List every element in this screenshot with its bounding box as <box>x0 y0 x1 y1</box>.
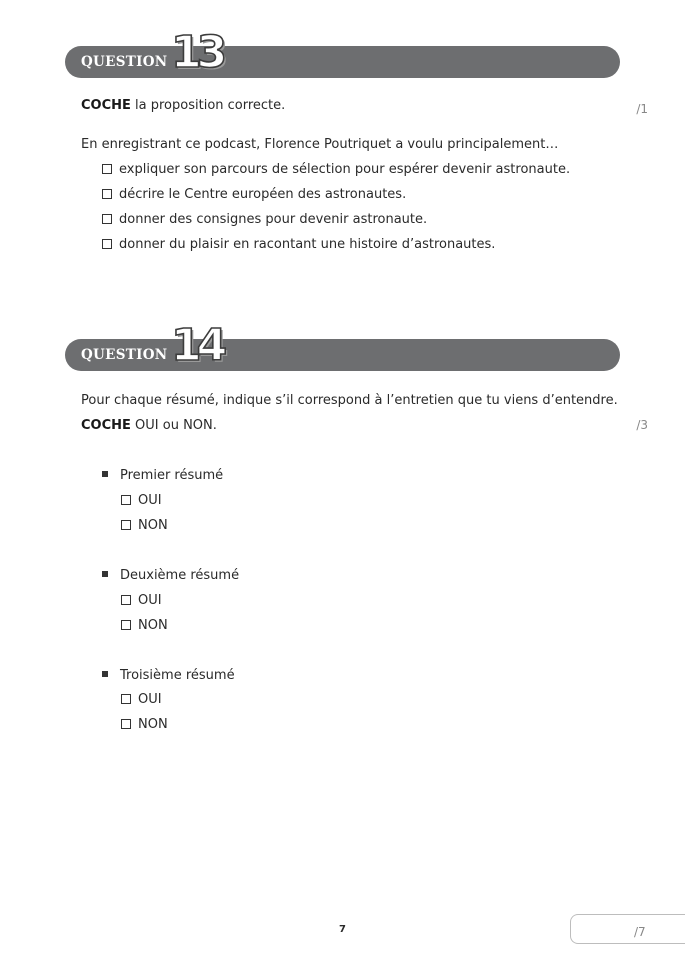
checkbox[interactable] <box>121 620 131 630</box>
bullet-icon <box>102 471 108 477</box>
bullet-icon <box>102 571 108 577</box>
checkbox[interactable] <box>102 239 112 249</box>
instruction-text: OUI ou NON. <box>130 418 217 433</box>
page-number: 7 <box>339 924 346 935</box>
question-13-header <box>65 27 620 78</box>
summary-3-no[interactable] <box>121 717 168 733</box>
q13-instruction <box>81 98 285 114</box>
instruction-keyword: COCHE <box>81 98 131 113</box>
summary-3-title <box>102 668 235 684</box>
summary-2-yes[interactable] <box>121 593 162 609</box>
q13-option-1[interactable] <box>102 162 570 178</box>
question-14-header <box>65 320 620 371</box>
question-label: QUESTION <box>81 347 168 363</box>
choice-label: NON <box>138 518 168 533</box>
checkbox[interactable] <box>102 214 112 224</box>
summary-2-no[interactable] <box>121 618 168 634</box>
summary-title: Premier résumé <box>120 468 224 483</box>
bullet-icon <box>102 671 108 677</box>
summary-title: Deuxième résumé <box>120 568 240 583</box>
checkbox[interactable] <box>121 495 131 505</box>
option-label: expliquer son parcours de sélection pour espérer devenir astronaute. <box>119 162 571 177</box>
choice-label: OUI <box>138 493 162 508</box>
checkbox[interactable] <box>121 595 131 605</box>
summary-1-no[interactable] <box>121 518 168 534</box>
instruction-text: la proposition correcte. <box>130 98 286 113</box>
option-label: décrire le Centre européen des astronautes. <box>119 187 407 202</box>
checkbox[interactable] <box>121 520 131 530</box>
question-label: QUESTION <box>81 54 168 70</box>
page-total-score: /7 <box>634 925 646 939</box>
summary-2-title <box>102 568 239 584</box>
instruction-keyword: COCHE <box>81 418 131 433</box>
checkbox[interactable] <box>102 164 112 174</box>
q14-instruction <box>81 418 217 434</box>
q13-option-4[interactable] <box>102 237 495 253</box>
option-label: donner des consignes pour devenir astronaute. <box>119 212 428 227</box>
question-number: 14 <box>171 320 223 371</box>
choice-label: NON <box>138 618 168 633</box>
choice-label: OUI <box>138 593 162 608</box>
page-score-box <box>570 914 685 944</box>
summary-1-title <box>102 468 223 484</box>
q13-option-2[interactable] <box>102 187 406 203</box>
summary-3-yes[interactable] <box>121 692 162 708</box>
question-number: 13 <box>171 27 223 78</box>
checkbox[interactable] <box>121 694 131 704</box>
checkbox[interactable] <box>121 719 131 729</box>
option-label: donner du plaisir en racontant une histoire d’astronautes. <box>119 237 496 252</box>
q13-score: /1 <box>636 102 648 116</box>
q13-option-3[interactable] <box>102 212 427 228</box>
summary-1-yes[interactable] <box>121 493 162 509</box>
summary-title: Troisième résumé <box>120 668 235 683</box>
checkbox[interactable] <box>102 189 112 199</box>
q14-intro: Pour chaque résumé, indique s’il correspond à l’entretien que tu viens d’entendre. <box>81 393 618 408</box>
choice-label: OUI <box>138 692 162 707</box>
choice-label: NON <box>138 717 168 732</box>
q13-prompt: En enregistrant ce podcast, Florence Poutriquet a voulu principalement… <box>81 137 559 152</box>
q14-score: /3 <box>636 418 648 432</box>
